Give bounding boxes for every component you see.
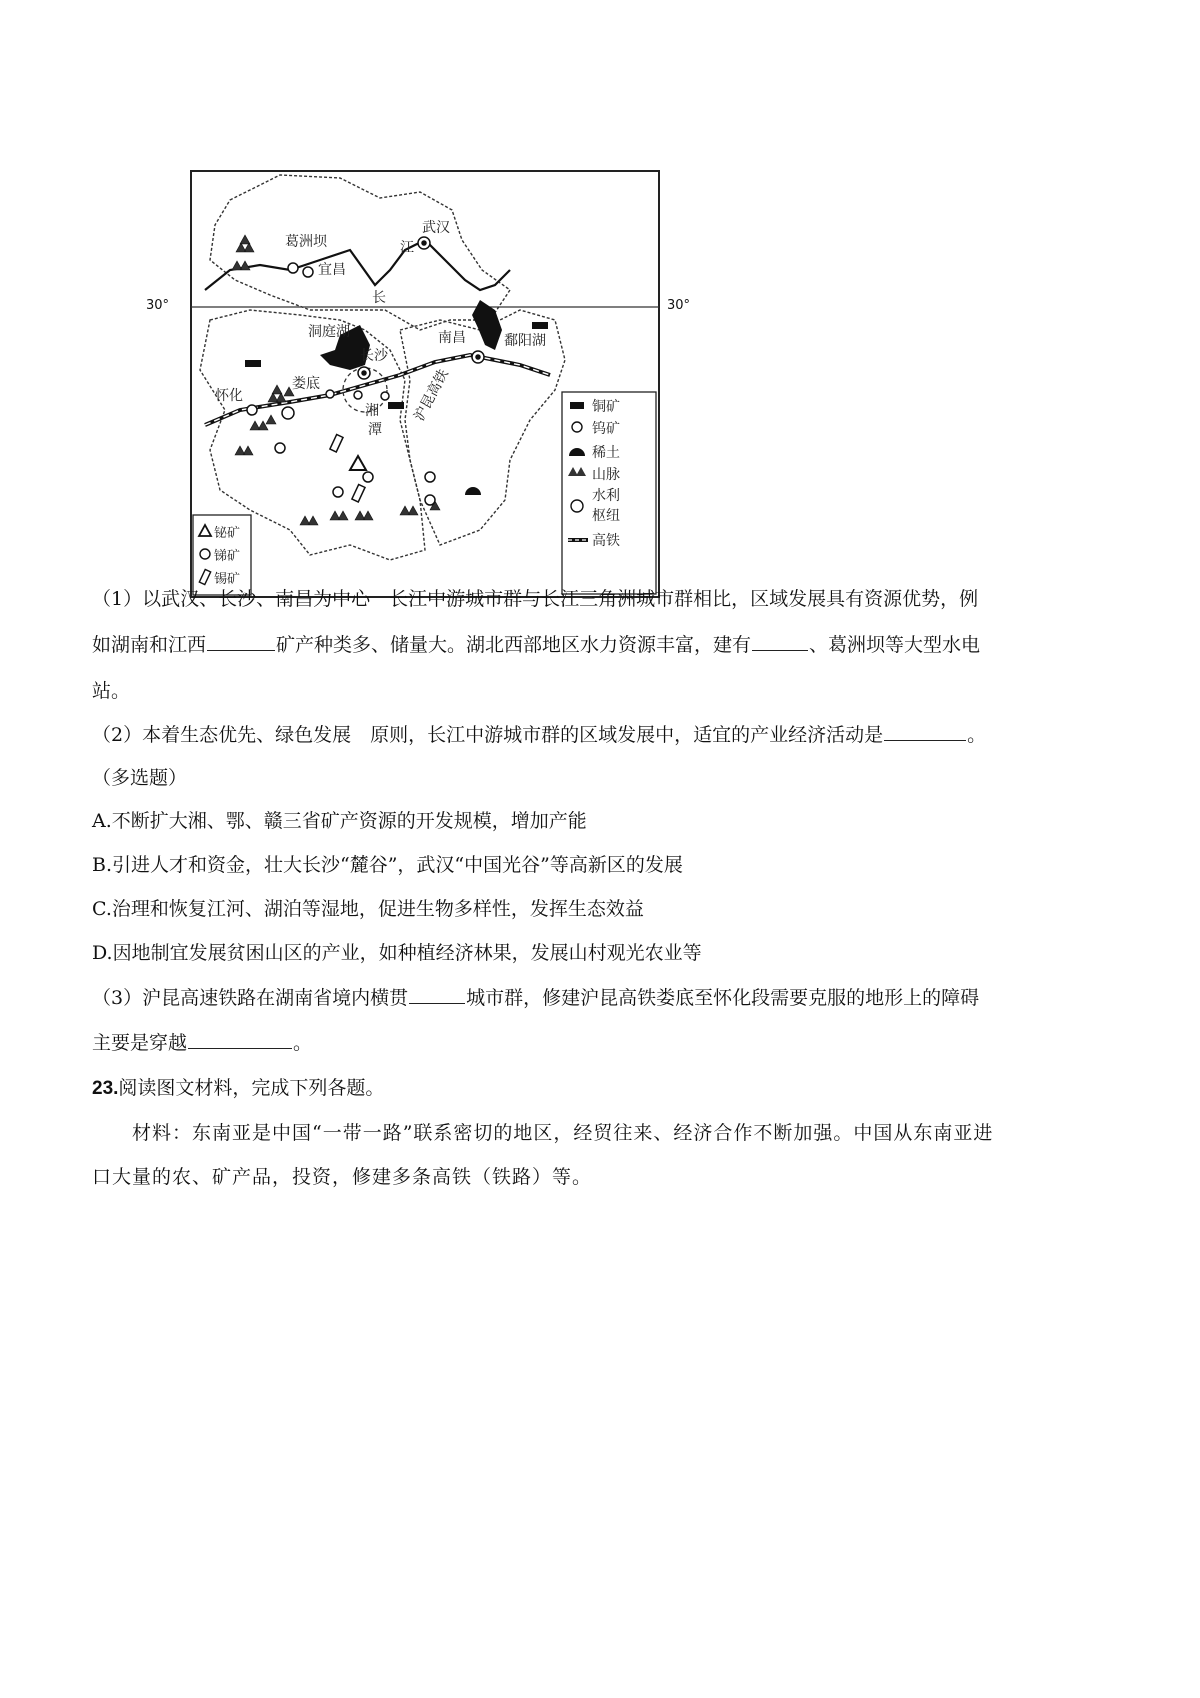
q3-line2: 主要是穿越 。	[92, 1032, 313, 1054]
label-chang: 长	[372, 290, 386, 306]
q2-line2: （多选题）	[92, 767, 188, 789]
regional-map	[190, 170, 660, 598]
label-railway: 沪昆高铁	[411, 366, 452, 424]
option-b: B.引进人才和资金，壮大长沙“麓谷”，武汉“中国光谷”等高新区的发展	[92, 854, 683, 876]
q1-blank-2[interactable]	[752, 632, 808, 651]
q2-line1: （2）本着生态优先、绿色发展 原则，长江中游城市群的区域发展中，适宜的产业经济活动是 。	[92, 724, 987, 746]
q23-material-line2: 口大量的农、矿产品，投资，修建多条高铁（铁路）等。	[92, 1166, 593, 1188]
q3-blank-2[interactable]	[188, 1030, 292, 1049]
label-huaihua: 怀化	[215, 388, 243, 404]
label-xiang: 湘	[365, 403, 379, 419]
legend-tin: 锡矿	[214, 572, 241, 587]
legend-left	[193, 515, 251, 595]
option-a: A.不断扩大湘、鄂、赣三省矿产资源的开发规模，增加产能	[92, 810, 587, 832]
legend-water-2: 枢纽	[592, 508, 620, 524]
legend-bismuth: 铋矿	[214, 526, 241, 541]
legend-railway: 高铁	[592, 533, 620, 549]
label-yichang: 宜昌	[318, 262, 346, 278]
label-nanchang: 南昌	[438, 330, 466, 346]
option-d: D.因地制宜发展贫困山区的产业，如种植经济林果，发展山村观光农业等	[92, 942, 702, 964]
label-gezhouba: 葛洲坝	[285, 234, 327, 250]
legend-rare-earth: 稀土	[592, 445, 620, 461]
legend-tungsten: 钨矿	[592, 421, 620, 437]
label-loudi: 娄底	[292, 376, 320, 392]
q1-line2: 如湖南和江西 矿产种类多、储量大。湖北西部地区水力资源丰富，建有 、葛洲坝等大型水电	[92, 634, 981, 656]
label-wuhan: 武汉	[422, 220, 450, 236]
option-c: C.治理和恢复江河、湖泊等湿地，促进生物多样性，发挥生态效益	[92, 898, 644, 920]
label-tan: 潭	[368, 422, 382, 438]
q1-line3: 站。	[92, 680, 131, 702]
label-dongting: 洞庭湖	[308, 324, 350, 340]
q23-material-line1: 材料：东南亚是中国“一带一路”联系密切的地区，经贸往来、经济合作不断加强。中国从东南亚进	[132, 1122, 994, 1144]
latitude-label-right: 30°	[667, 298, 691, 313]
q3-blank-1[interactable]	[409, 985, 465, 1004]
label-jiang: 江	[400, 240, 414, 256]
label-changsha: 长沙	[360, 348, 388, 364]
legend-right	[562, 392, 656, 594]
q1-blank-1[interactable]	[207, 632, 275, 651]
legend-mountain: 山脉	[592, 467, 620, 483]
label-poyang: 鄱阳湖	[504, 333, 546, 349]
q1-line1: （1）以武汉、长沙、南昌为中心 长江中游城市群与长江三角洲城市群相比，区域发展具有资源优势，例	[92, 588, 979, 610]
legend-copper: 铜矿	[592, 399, 620, 415]
q3-line1: （3）沪昆高速铁路在湖南省境内横贯 城市群，修建沪昆高铁娄底至怀化段需要克服的地形上的障碍	[92, 987, 980, 1009]
q2-blank[interactable]	[884, 722, 966, 741]
legend-water-1: 水利	[592, 488, 620, 504]
q23-heading: 23.阅读图文材料，完成下列各题。	[92, 1077, 385, 1099]
latitude-label-left-outside: 30°	[146, 298, 170, 313]
legend-antimony: 锑矿	[214, 549, 241, 564]
